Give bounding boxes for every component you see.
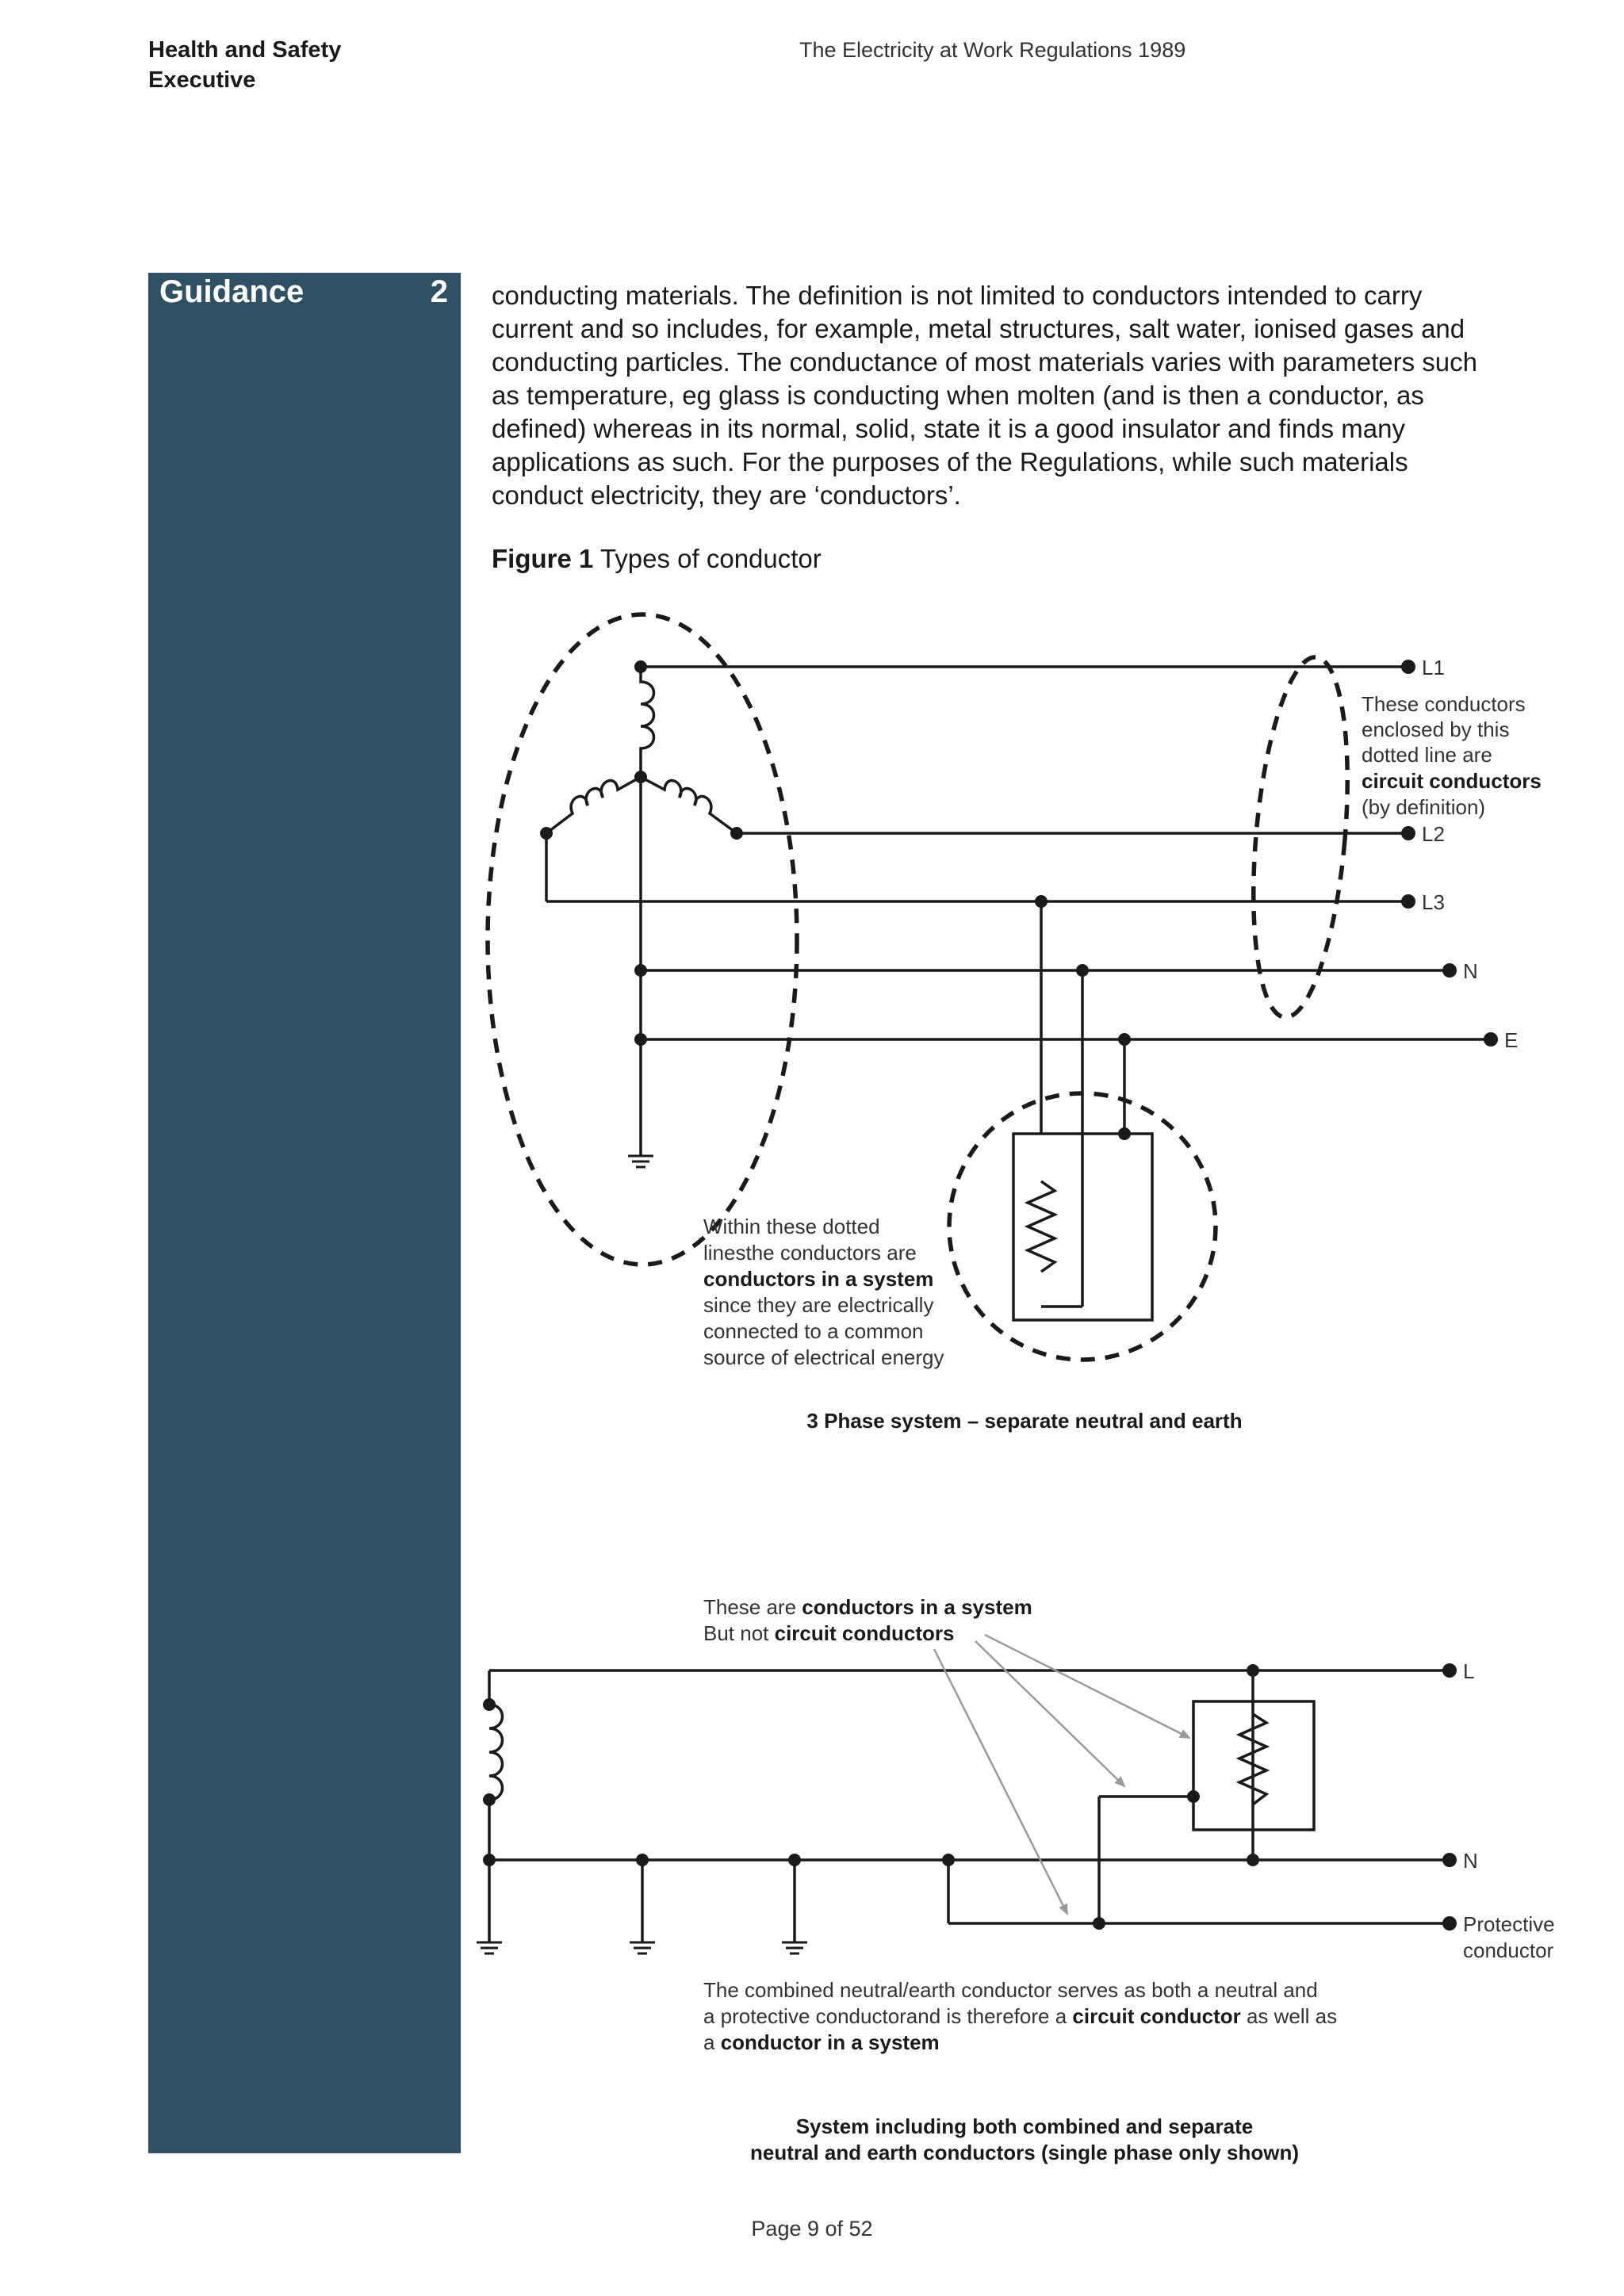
system-not-circuit-note-line-1: These are conductors in a system [703, 1595, 1032, 1619]
callout-arrow-1 [985, 1635, 1189, 1738]
source-winding [489, 1705, 503, 1800]
terminal-l3-dot [1401, 894, 1415, 909]
figure-label: Figure 1 [492, 544, 594, 573]
terminal-l2-dot [1401, 826, 1415, 840]
diagram1-caption: 3 Phase system – separate neutral and earth [806, 1409, 1243, 1433]
diagram2-caption-line-1: System including both combined and separate [795, 2114, 1254, 2138]
svg-text:conductors in a system: conductors in a system [703, 1267, 934, 1291]
diagram-single-phase [477, 1670, 1450, 1954]
figure-caption: Types of conductor [599, 544, 822, 573]
terminal-protective-label-1: Protective [1463, 1912, 1555, 1936]
diagram-single-phase-labels [703, 1595, 1555, 2164]
terminal-e-dot [1484, 1032, 1498, 1047]
svg-text:dotted line are: dotted line are [1362, 743, 1492, 767]
terminal-e-label: E [1504, 1028, 1519, 1052]
earth-symbol-3 [630, 1942, 655, 1954]
system-not-circuit-note-line-2: But not circuit conductors [703, 1621, 955, 1645]
circuit-conductors-note [1362, 692, 1542, 819]
terminal-live-dot [1442, 1663, 1457, 1678]
diagram-three-phase-junctions [540, 660, 1498, 1140]
dotted-region-circuit [1240, 653, 1360, 1021]
org-line-1: Health and Safety [148, 37, 342, 63]
winding-2 [641, 777, 737, 833]
org-line-2: Executive [148, 67, 256, 93]
callout-arrow-3 [934, 1649, 1067, 1914]
diagram-single-phase-junctions [483, 1663, 1457, 1931]
terminal-l3-label: L3 [1422, 890, 1445, 914]
svg-text:since they are electrically: since they are electrically [703, 1293, 934, 1317]
document-title-text: The Electricity at Work Regulations 1989 [799, 38, 1186, 62]
page-number: Page 9 of 52 [751, 2217, 873, 2241]
terminal-l2-label: L2 [1422, 822, 1445, 846]
body-paragraph: conducting materials. The definition is not limited to conductors intended to carry current and so includes, for example, metal structures, salt water, ionised gases and conducting particles. The conductance of most materials varies with parameters such as temperature, eg glass is conducting when molten (and is then a conductor, as defined) whereas in its normal, solid, state it is a good insulator and finds many applications as such. For the purposes of the Regulations, while such materials conduct electricity, they are ‘conductors’. [492, 281, 1477, 510]
terminal-protective-label-2: conductor [1463, 1938, 1554, 1962]
earth-symbol-4 [782, 1942, 807, 1954]
resistor-1 [1028, 1181, 1055, 1272]
svg-text:enclosed by this: enclosed by this [1362, 718, 1510, 741]
terminal-l1-label: L1 [1422, 656, 1445, 679]
callout-arrow-2 [975, 1641, 1124, 1786]
svg-text:connected to a common: connected to a common [703, 1319, 924, 1343]
diagram2-caption-line-2: neutral and earth conductors (single phase only shown) [750, 2141, 1299, 2164]
terminal-protective-dot [1442, 1916, 1457, 1931]
diagram-three-phase [488, 614, 1491, 1360]
svg-text:Within these dotted: Within these dotted [703, 1215, 880, 1238]
svg-text:source of electrical energy: source of electrical energy [703, 1345, 944, 1369]
svg-text:circuit conductors: circuit conductors [1362, 769, 1542, 793]
combined-conductor-note-line-3: a conductor in a system [703, 2030, 940, 2054]
terminal-neutral-dot [1442, 1853, 1457, 1867]
terminal-l1-dot [1401, 660, 1415, 674]
sidebar-number: 2 [430, 274, 448, 309]
conductors-in-system-note [703, 1215, 944, 1369]
terminal-live-label: L [1463, 1659, 1475, 1683]
terminal-n-dot [1442, 963, 1457, 978]
sidebar-label: Guidance [159, 274, 304, 309]
svg-text:(by definition): (by definition) [1362, 795, 1486, 819]
combined-conductor-note-line-1: The combined neutral/earth conductor serves as both a neutral and [703, 1978, 1318, 2002]
svg-text:These conductors: These conductors [1362, 692, 1526, 716]
winding-1 [641, 667, 654, 777]
terminal-neutral-label: N [1463, 1849, 1478, 1873]
svg-text:linesthe conductors are: linesthe conductors are [703, 1241, 917, 1265]
earth-symbol-1 [628, 1156, 653, 1167]
earth-symbol-2 [477, 1942, 502, 1954]
callout-arrows [934, 1635, 1189, 1914]
winding-3 [546, 777, 641, 833]
terminal-n-label: N [1463, 959, 1478, 983]
combined-conductor-note-line-2: a protective conductorand is therefore a circuit conductor as well as [703, 2004, 1338, 2028]
